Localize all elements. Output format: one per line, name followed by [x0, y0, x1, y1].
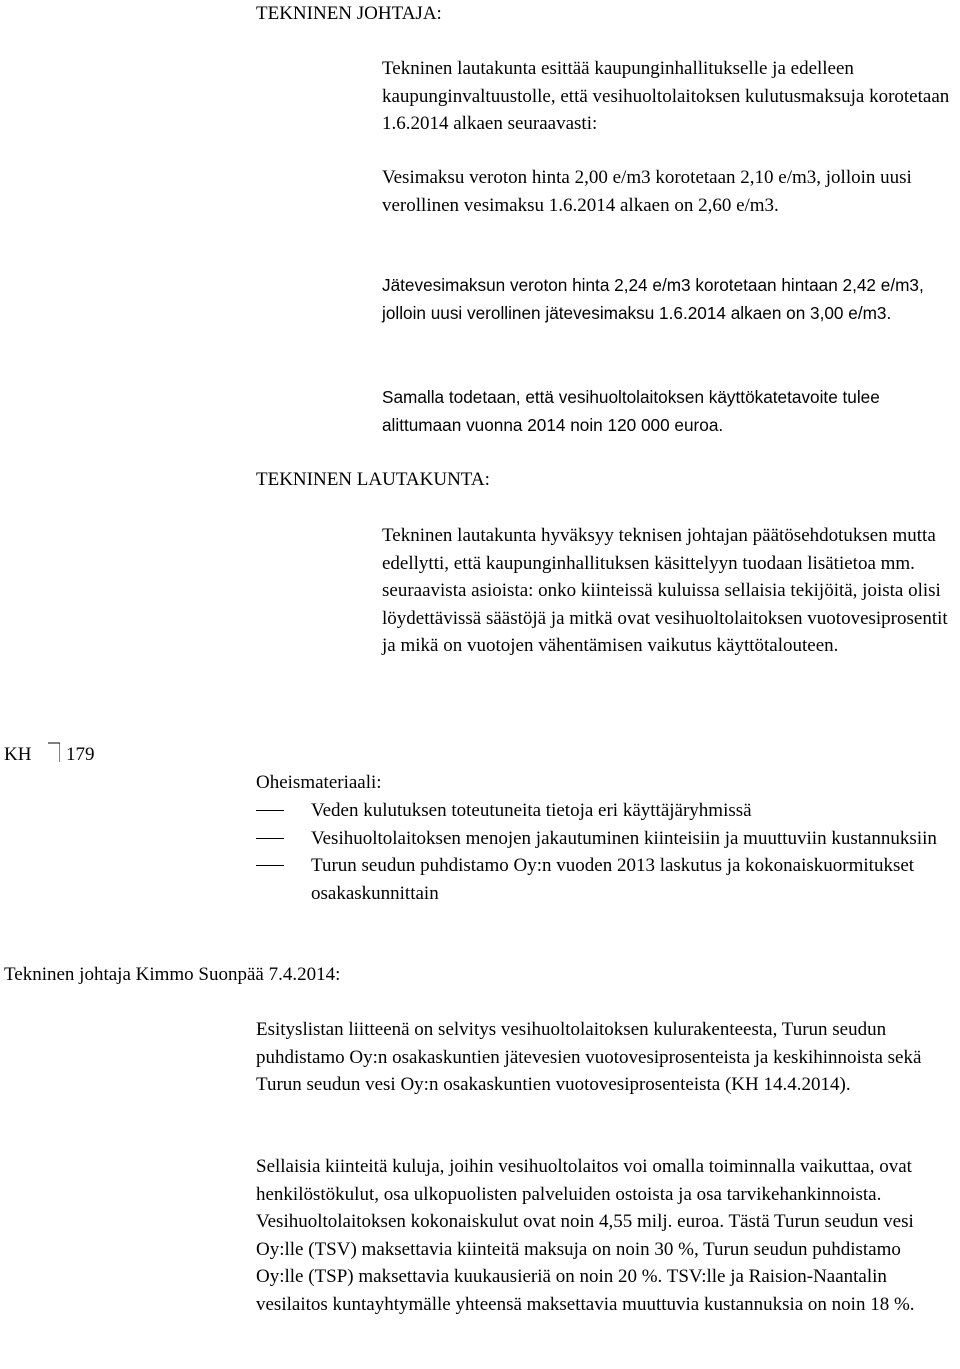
list-item-text: Veden kulutuksen toteutuneita tietoja eri käyttäjäryhmissä [311, 800, 752, 821]
section-sign-icon [47, 742, 60, 762]
list-item-text: Vesihuoltolaitoksen menojen jakautuminen kiinteisiin ja muuttuviin kustannuksiin [311, 827, 937, 849]
dash-bullet-icon [256, 810, 284, 811]
heading-oheismateriaali: Oheismateriaali: [256, 772, 382, 793]
paragraph-lautakunta-paatos: Tekninen lautakunta hyväksyy teknisen johtajan päätösehdotuksen mutta edellytti, että kaupunginhallituksen käsittelyyn tuodaan lisätietoa mm. seuraavista asioista: onko kiinteissä kuluissa sellaisia tekijöitä, joista olisi löydettävissä säästöjä ja mitkä ovat vesihuoltolaitoksen vuotovesiprosentit ja mikä on vuotojen vähentämisen vaikutus käyttötalouteen. [382, 525, 948, 656]
list-item [256, 825, 956, 853]
paragraph-esitys: Tekninen lautakunta esittää kaupunginhallitukselle ja edelleen kaupunginvaltuustolle, että vesihuoltolaitoksen kulutusmaksuja korotetaan 1.6.2014 alkaen seuraavasti: [382, 58, 950, 134]
paragraph-liite: Esityslistan liitteenä on selvitys vesihuoltolaitoksen kulurakenteesta, Turun seudun puhdistamo Oy:n osakaskuntien jätevesien vuotovesiprosenteista ja keskihinnoista sekä Turun seudun vesi Oy:n osakaskuntien vuotovesiprosenteista (KH 14.4.2014). [256, 1019, 922, 1095]
heading-tekninen-johtaja: TEKNINEN JOHTAJA: [256, 3, 442, 24]
kh-number: 179 [66, 744, 95, 765]
dash-bullet-icon [256, 865, 284, 866]
list-item-text: Turun seudun puhdistamo Oy:n vuoden 2013 laskutus ja kokonaiskuormitukset osakaskunnittain [311, 855, 915, 904]
heading-kimmo-suonpaa: Tekninen johtaja Kimmo Suonpää 7.4.2014: [4, 964, 341, 985]
list-item [256, 852, 956, 907]
paragraph-vesimaksu: Vesimaksu veroton hinta 2,00 e/m3 korotetaan 2,10 e/m3, jolloin uusi verollinen vesimaksu 1.6.2014 alkaen on 2,60 e/m3. [382, 167, 912, 216]
list-item [256, 797, 956, 825]
paragraph-kiinteat-kulut: Sellaisia kiinteitä kuluja, joihin vesihuoltolaitos voi omalla toiminnalla vaikuttaa, ovat henkilöstökulut, osa ulkopuolisten palveluiden ostoista ja osa tarvikehankinnoista. Vesihuoltolaitoksen kokonaiskulut ovat noin 4,55 milj. euroa. Tästä Turun seudun vesi Oy:lle (TSV) maksettavia kiinteitä maksuja on noin 30 %, Turun seudun puhdistamo Oy:lle (TSP) maksettavia kuukausieriä on noin 20 %. TSV:lle ja Raision-Naantalin vesilaitos kuntayhtymälle yhteensä maksettavia muuttuvia kustannuksia on noin 18 %. [256, 1156, 915, 1315]
kh-label: KH [4, 744, 32, 765]
paragraph-jatevesimaksu: Jätevesimaksun veroton hinta 2,24 e/m3 korotetaan hintaan 2,42 e/m3, jolloin uusi verollinen jätevesimaksu 1.6.2014 alkaen on 3,00 e/m3. [382, 275, 924, 323]
oheismateriaali-list [256, 797, 956, 907]
heading-tekninen-lautakunta: TEKNINEN LAUTAKUNTA: [256, 469, 490, 490]
paragraph-kayttokate: Samalla todetaan, että vesihuoltolaitoksen käyttökatetavoite tulee alittumaan vuonna 2014 noin 120 000 euroa. [382, 387, 880, 435]
dash-bullet-icon [256, 838, 284, 839]
